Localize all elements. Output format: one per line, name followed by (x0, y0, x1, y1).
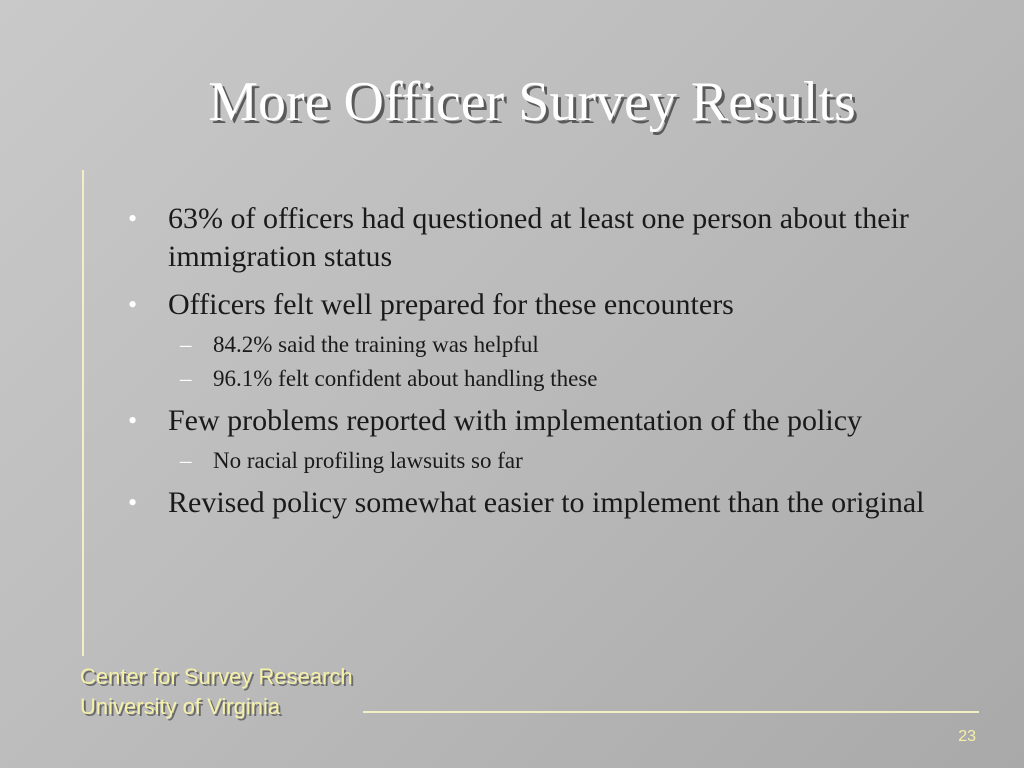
vertical-divider (82, 170, 84, 656)
sub-bullet-item (128, 446, 1008, 476)
sub-bullet-marker: – (180, 332, 192, 357)
bullet-marker: • (128, 290, 138, 319)
bullet-item (128, 484, 1008, 522)
sub-bullet-text: 84.2% said the training was helpful (213, 332, 539, 357)
horizontal-divider (363, 711, 979, 713)
bullet-text: Officers felt well prepared for these encounters (168, 288, 734, 321)
page-number: 23 (958, 728, 976, 745)
bullet-list (128, 200, 1008, 532)
bullet-marker: • (128, 488, 138, 517)
bullet-item (128, 402, 1008, 440)
bullet-item (128, 200, 1008, 276)
footer-line-2: University of Virginia (80, 694, 281, 719)
sub-bullet-text: No racial profiling lawsuits so far (213, 448, 523, 473)
sub-bullet-text: 96.1% felt confident about handling these (213, 366, 598, 391)
footer-line-1: Center for Survey Research (80, 664, 353, 689)
bullet-text: 63% of officers had questioned at least one person about their immigration status (168, 202, 909, 273)
bullet-marker: • (128, 204, 138, 233)
sub-bullet-marker: – (180, 366, 192, 391)
bullet-marker: • (128, 406, 138, 435)
sub-bullet-item (128, 364, 1008, 394)
bullet-text: Revised policy somewhat easier to implement than the original (168, 486, 925, 519)
sub-bullet-item (128, 330, 1008, 360)
sub-bullet-marker: – (180, 448, 192, 473)
bullet-item (128, 286, 1008, 324)
bullet-text: Few problems reported with implementation of the policy (168, 404, 863, 437)
footer-organization (80, 662, 353, 722)
slide-title: More Officer Survey Results (208, 71, 856, 133)
